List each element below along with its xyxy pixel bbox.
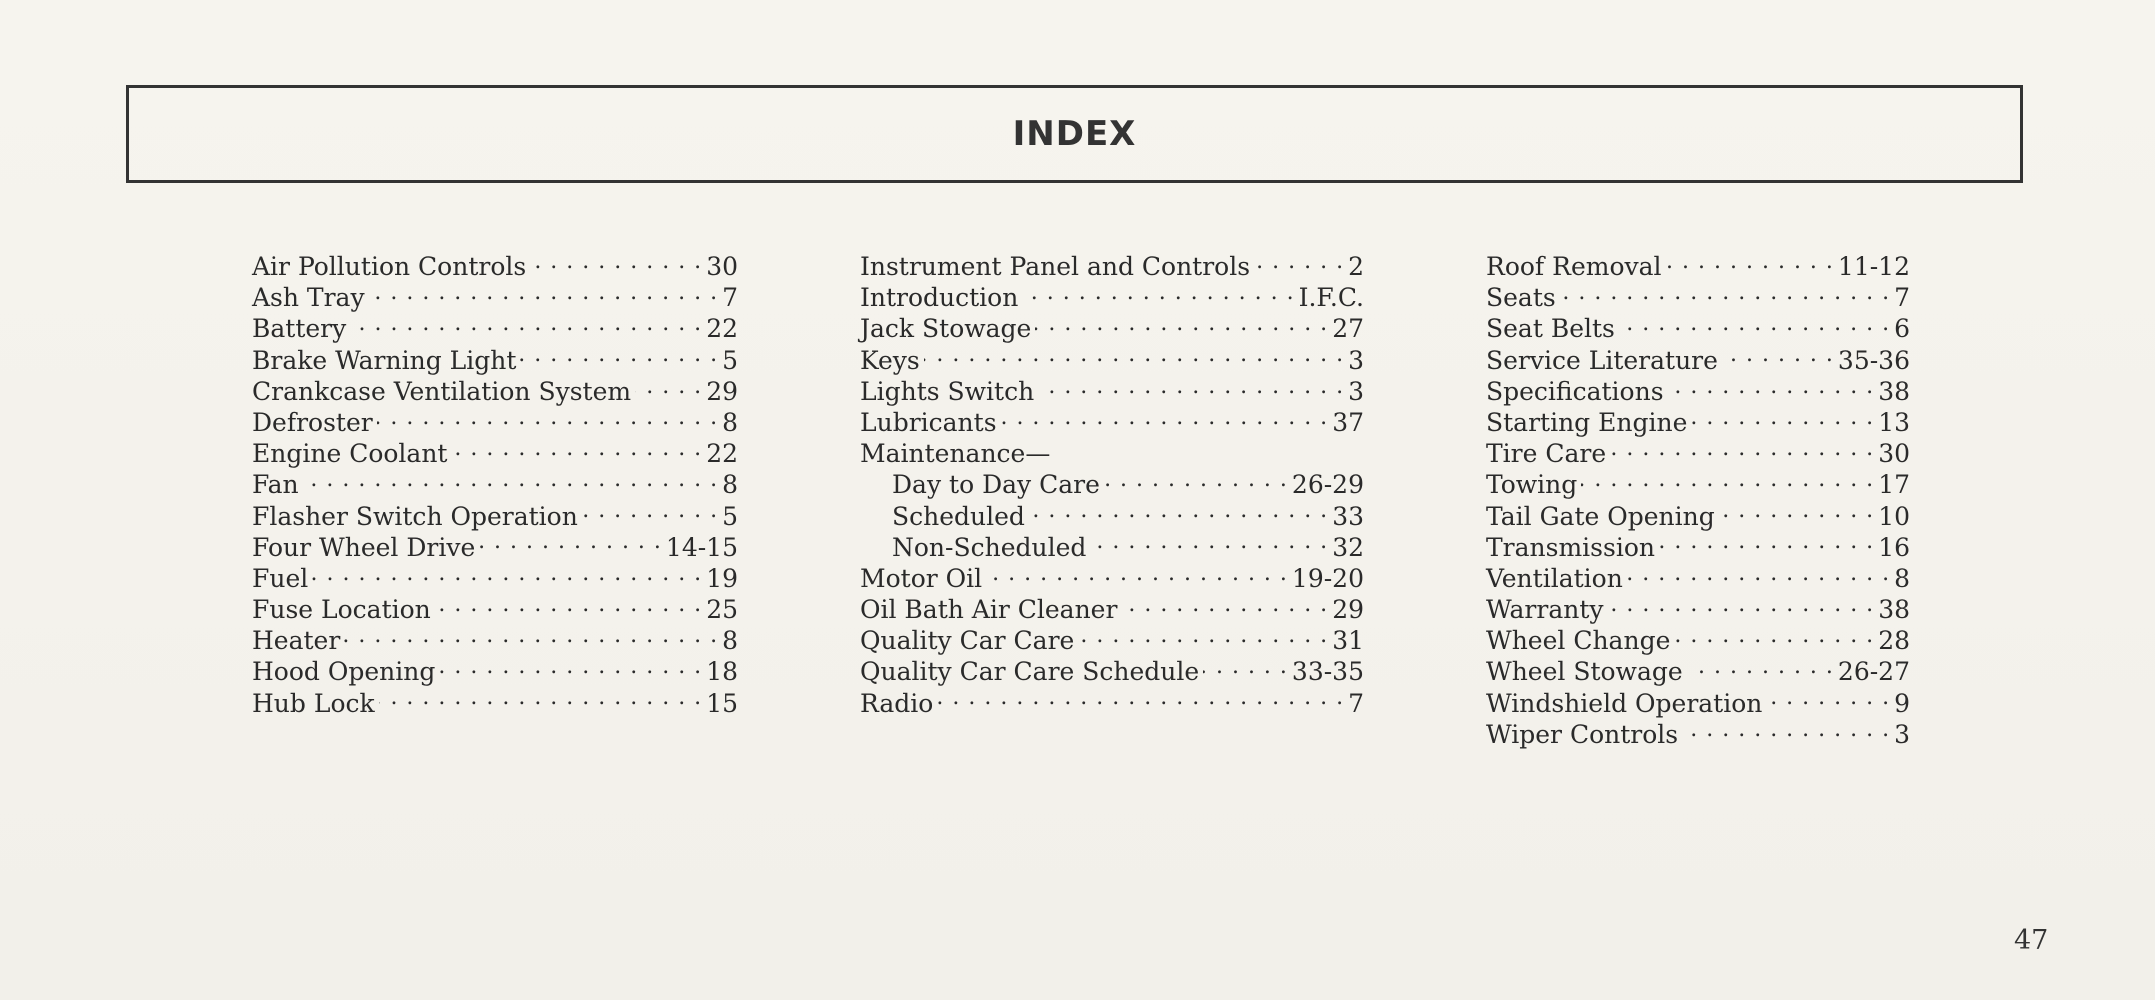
leader-dots: [439, 655, 702, 680]
leader-dots: [1627, 562, 1890, 587]
index-entry: [860, 406, 1364, 437]
index-entry: [1486, 718, 1910, 749]
leader-dots: [1668, 375, 1875, 400]
entry-page: 3: [1348, 376, 1364, 406]
entry-label: Keys: [860, 345, 920, 375]
index-entry: [252, 593, 738, 624]
entry-page: 9: [1894, 688, 1910, 718]
leader-dots: [1104, 468, 1288, 493]
entry-page: 5: [722, 345, 738, 375]
entry-page: 30: [706, 252, 738, 281]
leader-dots: [479, 531, 662, 556]
index-entry: [1486, 312, 1910, 343]
index-entry: [860, 344, 1364, 375]
entry-label: Scheduled: [892, 501, 1025, 531]
entry-page: 7: [722, 283, 738, 313]
entry-label: Flasher Switch Operation: [252, 501, 578, 531]
entry-label: Hood Opening: [252, 657, 436, 687]
leader-dots: [1610, 437, 1874, 462]
entry-page: 17: [1878, 470, 1910, 500]
leader-dots: [1719, 500, 1874, 525]
entry-label: Fan: [252, 470, 299, 500]
leader-dots: [1001, 406, 1329, 431]
leader-dots: [377, 406, 718, 431]
entry-label: Jack Stowage: [860, 314, 1032, 344]
entry-label: Engine Coolant: [252, 439, 448, 469]
index-entry: [252, 281, 738, 312]
entry-label: Seat Belts: [1486, 314, 1615, 344]
entry-page: 19: [706, 563, 738, 593]
entry-label: Air Pollution Controls: [252, 252, 527, 281]
index-entry: [1486, 375, 1910, 406]
index-entry: [860, 562, 1364, 593]
index-subentry: [860, 500, 1364, 531]
entry-page: 8: [722, 470, 738, 500]
leader-dots: [1038, 375, 1344, 400]
entry-page: 3: [1348, 345, 1364, 375]
leader-dots: [530, 250, 702, 275]
leader-dots: [1203, 655, 1288, 680]
entry-page: 26-29: [1291, 470, 1364, 500]
index-heading: [860, 437, 1364, 468]
entry-label: Transmission: [1486, 532, 1655, 562]
index-entry: [252, 655, 738, 686]
entry-page: 32: [1332, 532, 1364, 562]
index-entry: [1486, 593, 1910, 624]
entry-label: Quality Car Care: [860, 626, 1075, 656]
entry-label: Wiper Controls: [1486, 719, 1679, 749]
entry-label: Fuse Location: [252, 595, 431, 625]
entry-page: 26-27: [1837, 657, 1910, 687]
entry-page: 5: [722, 501, 738, 531]
index-entry: [1486, 344, 1910, 375]
title-box: [126, 85, 2023, 183]
leader-dots: [1035, 312, 1328, 337]
leader-dots: [1691, 406, 1874, 431]
entry-page: 13: [1878, 407, 1910, 437]
index-entry: [860, 624, 1364, 655]
leader-dots: [1682, 718, 1890, 743]
entry-page: 3: [1894, 719, 1910, 749]
leader-dots: [303, 468, 718, 493]
entry-label: Oil Bath Air Cleaner: [860, 595, 1118, 625]
entry-page: 31: [1332, 626, 1364, 656]
entry-page: 2: [1348, 252, 1364, 281]
entry-label: Service Literature: [1486, 345, 1718, 375]
entry-label: Wheel Change: [1486, 626, 1671, 656]
index-entry: [860, 312, 1364, 343]
entry-label: Tire Care: [1486, 439, 1607, 469]
entry-label: Radio: [860, 688, 934, 718]
leader-dots: [350, 312, 702, 337]
entry-page: 7: [1894, 283, 1910, 313]
leader-dots: [435, 593, 702, 618]
entry-page: 8: [1894, 563, 1910, 593]
index-entry: [252, 500, 738, 531]
leader-dots: [1121, 593, 1328, 618]
index-entry: [252, 312, 738, 343]
entry-page: 29: [1332, 595, 1364, 625]
leader-dots: [1674, 624, 1874, 649]
entry-label: Starting Engine: [1486, 407, 1688, 437]
entry-page: I.F.C.: [1298, 283, 1364, 313]
index-entry: [1486, 406, 1910, 437]
index-column-3: [1486, 250, 1910, 749]
index-entry: [252, 624, 738, 655]
entry-label: Day to Day Care: [892, 470, 1100, 500]
entry-label: Ventilation: [1486, 563, 1623, 593]
page-title: INDEX: [1012, 114, 1137, 154]
entry-page: 22: [706, 439, 738, 469]
entry-page: 8: [722, 626, 738, 656]
leader-dots: [1666, 250, 1834, 275]
entry-label: Towing: [1486, 470, 1578, 500]
entry-label: Specifications: [1486, 376, 1664, 406]
index-entry: [860, 655, 1364, 686]
index-entry: [252, 437, 738, 468]
entry-label: Instrument Panel and Controls: [860, 252, 1251, 281]
leader-dots: [635, 375, 702, 400]
leader-dots: [520, 344, 718, 369]
entry-label: Fuel: [252, 563, 309, 593]
index-entry: [252, 687, 738, 718]
index-entry: [252, 250, 738, 281]
index-entry: [252, 375, 738, 406]
entry-page: 10: [1878, 501, 1910, 531]
leader-dots: [1254, 250, 1344, 275]
entry-page: 11-12: [1837, 252, 1910, 281]
leader-dots: [1687, 655, 1834, 680]
entry-page: 37: [1332, 407, 1364, 437]
entry-page: 29: [706, 376, 738, 406]
leader-dots: [369, 281, 719, 306]
entry-label: Tail Gate Opening: [1486, 501, 1715, 531]
entry-page: 18: [706, 657, 738, 687]
index-column-2: [860, 250, 1364, 718]
index-entry: [860, 375, 1364, 406]
entry-page: 28: [1878, 626, 1910, 656]
leader-dots: [1029, 500, 1328, 525]
entry-page: 22: [706, 314, 738, 344]
entry-label: Non-Scheduled: [892, 532, 1087, 562]
entry-label: Brake Warning Light: [252, 345, 517, 375]
index-entry: [252, 406, 738, 437]
entry-page: 30: [1878, 439, 1910, 469]
index-entry: [1486, 624, 1910, 655]
index-entry: [1486, 531, 1910, 562]
index-entry: [1486, 281, 1910, 312]
index-column-1: [252, 250, 738, 718]
leader-dots: [1090, 531, 1328, 556]
page-number: 47: [2014, 925, 2049, 956]
leader-dots: [344, 624, 718, 649]
leader-dots: [1659, 531, 1874, 556]
entry-label: Quality Car Care Schedule: [860, 657, 1200, 687]
index-entry: [252, 562, 738, 593]
entry-page: 35-36: [1837, 345, 1910, 375]
entry-page: 33-35: [1291, 657, 1364, 687]
leader-dots: [1022, 281, 1294, 306]
entry-page: 38: [1878, 595, 1910, 625]
index-entry: [1486, 437, 1910, 468]
index-subentry: [860, 531, 1364, 562]
entry-label: Lights Switch: [860, 376, 1035, 406]
entry-page: 15: [706, 688, 738, 718]
leader-dots: [1078, 624, 1328, 649]
entry-label: Maintenance—: [860, 439, 1051, 469]
index-entry: [1486, 500, 1910, 531]
leader-dots: [451, 437, 702, 462]
leader-dots: [379, 687, 703, 712]
entry-page: 16: [1878, 532, 1910, 562]
index-entry: [1486, 468, 1910, 499]
leader-dots: [582, 500, 718, 525]
leader-dots: [937, 687, 1344, 712]
entry-label: Warranty: [1486, 595, 1604, 625]
entry-label: Introduction: [860, 283, 1019, 313]
entry-label: Crankcase Ventilation System: [252, 376, 632, 406]
leader-dots: [1722, 344, 1834, 369]
index-entry: [860, 250, 1364, 281]
index-entry: [1486, 655, 1910, 686]
entry-label: Seats: [1486, 283, 1556, 313]
entry-label: Heater: [252, 626, 341, 656]
entry-label: Lubricants: [860, 407, 997, 437]
index-entry: [1486, 687, 1910, 718]
entry-label: Motor Oil: [860, 563, 983, 593]
entry-label: Ash Tray: [252, 283, 365, 313]
entry-label: Windshield Operation: [1486, 688, 1763, 718]
index-entry: [252, 468, 738, 499]
leader-dots: [986, 562, 1288, 587]
entry-label: Defroster: [252, 407, 373, 437]
entry-label: Wheel Stowage: [1486, 657, 1683, 687]
index-entry: [1486, 562, 1910, 593]
entry-label: Battery: [252, 314, 347, 344]
entry-page: 6: [1894, 314, 1910, 344]
leader-dots: [1560, 281, 1890, 306]
leader-dots: [312, 562, 702, 587]
leader-dots: [1766, 687, 1890, 712]
entry-page: 25: [706, 595, 738, 625]
entry-label: Four Wheel Drive: [252, 532, 476, 562]
index-entry: [860, 687, 1364, 718]
entry-page: 7: [1348, 688, 1364, 718]
entry-page: 27: [1332, 314, 1364, 344]
entry-page: 8: [722, 407, 738, 437]
index-subentry: [860, 468, 1364, 499]
entry-page: 33: [1332, 501, 1364, 531]
leader-dots: [1619, 312, 1890, 337]
index-entry: [860, 593, 1364, 624]
entry-label: Hub Lock: [252, 688, 375, 718]
index-entry: [860, 281, 1364, 312]
leader-dots: [924, 344, 1344, 369]
index-entry: [252, 344, 738, 375]
leader-dots: [1608, 593, 1875, 618]
entry-label: Roof Removal: [1486, 252, 1662, 281]
index-entry: [1486, 250, 1910, 281]
entry-page: 38: [1878, 376, 1910, 406]
leader-dots: [1581, 468, 1874, 493]
entry-page: 14-15: [665, 532, 738, 562]
entry-page: 19-20: [1291, 563, 1364, 593]
index-entry: [252, 531, 738, 562]
